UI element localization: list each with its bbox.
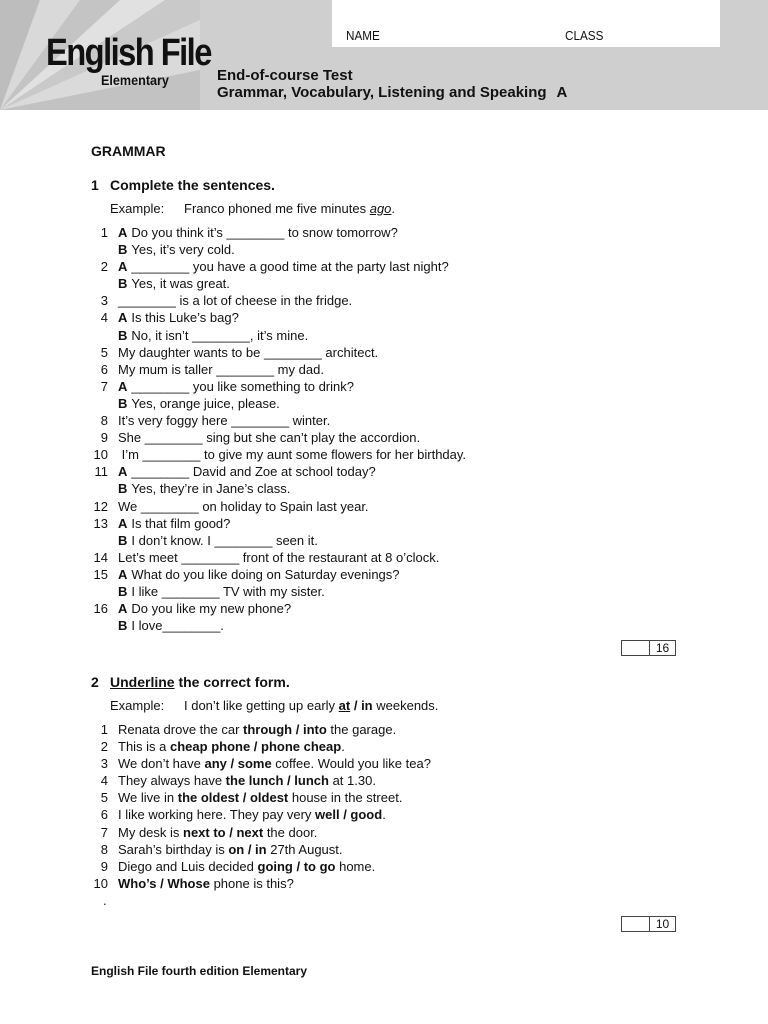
item-number: 6 <box>100 807 108 823</box>
exercise-item <box>91 789 431 806</box>
item-text-after: phone is this? <box>209 875 294 891</box>
stray-mark: . <box>103 893 107 908</box>
item-text-after: coffee. Would you like tea? <box>271 756 431 772</box>
exercise-item <box>91 858 431 875</box>
choice-options[interactable]: through / into <box>243 722 327 737</box>
score-total: 10 <box>655 917 670 931</box>
item-number: 3 <box>100 756 108 772</box>
choice-options[interactable]: well / good <box>315 807 383 823</box>
exercise-number: 2 <box>91 674 99 690</box>
item-text-before: Renata drove the car <box>118 722 244 737</box>
exercise-item <box>91 344 466 361</box>
test-title: End-of-course Test <box>217 67 353 84</box>
exercise-item <box>91 875 431 892</box>
exercise-item <box>91 361 466 378</box>
item-text: Is that film good? <box>131 515 231 531</box>
item-text: Yes, they’re in Jane’s class. <box>131 481 291 497</box>
item-number: 8 <box>100 413 108 429</box>
item-number: 9 <box>100 430 108 446</box>
exercise-2-items <box>91 721 431 892</box>
item-text-before: I like working here. They pay very <box>118 807 316 823</box>
item-text: Yes, orange juice, please. <box>131 395 280 411</box>
item-text-before: We don’t have <box>118 756 205 772</box>
item-number: 7 <box>100 824 108 840</box>
exercise-item <box>91 549 466 566</box>
item-number: 12 <box>93 498 108 514</box>
section-title: GRAMMAR <box>91 143 166 159</box>
item-number: 2 <box>100 259 108 275</box>
score-total: 16 <box>655 641 670 655</box>
example-option: in <box>361 698 373 713</box>
exercise-item <box>91 395 466 412</box>
page-header <box>0 0 768 110</box>
item-number: 3 <box>100 293 108 309</box>
test-subtitle-text: Grammar, Vocabulary, Listening and Speaking <box>217 84 547 101</box>
example-answer: at <box>338 698 351 713</box>
item-number <box>91 241 118 258</box>
item-text: What do you like doing on Saturday evenings? <box>131 566 400 582</box>
item-number: 10 <box>93 447 108 463</box>
item-number <box>91 275 118 292</box>
exercise-title-underlined: Underline <box>110 674 175 690</box>
item-text: Let’s meet ________ front of the restaurant at 8 o’clock. <box>118 549 440 565</box>
item-text: ________ is a lot of cheese in the fridge. <box>118 293 353 309</box>
item-text-after: the garage. <box>326 722 397 737</box>
class-field-label: CLASS <box>565 28 604 43</box>
item-number: 2 <box>100 739 108 755</box>
exercise-item <box>91 617 466 634</box>
item-text: Yes, it’s very cold. <box>131 242 235 258</box>
item-number: 8 <box>100 841 108 857</box>
item-number: 4 <box>100 310 108 326</box>
item-text-after: the door. <box>263 824 318 840</box>
page-footer: English File fourth edition Elementary <box>91 964 308 978</box>
item-number: 7 <box>100 378 108 394</box>
item-text-after: 27th August. <box>266 841 343 857</box>
example-text: Franco phoned me five minutes <box>184 201 370 216</box>
exercise-1-score-box <box>621 640 676 656</box>
exercise-item <box>91 824 431 841</box>
item-text-before: Sarah’s birthday is <box>118 841 229 857</box>
exercise-title-rest: the correct form. <box>174 674 290 690</box>
choice-options[interactable]: going / to go <box>257 858 336 874</box>
item-number: 13 <box>93 515 108 531</box>
exercise-item <box>91 583 466 600</box>
exercise-item <box>91 772 431 789</box>
item-text: I like ________ TV with my sister. <box>131 583 325 599</box>
logo-title: English File <box>46 32 211 74</box>
exercise-2-score-box <box>621 916 676 932</box>
item-number <box>91 617 118 634</box>
example-label: Example: <box>110 698 165 713</box>
item-number <box>91 395 118 412</box>
item-text: Yes, it was great. <box>131 276 230 292</box>
item-text: Do you like my new phone? <box>131 601 292 617</box>
item-number: 1 <box>100 225 108 240</box>
item-text-after: . <box>382 807 386 823</box>
logo-subtitle: Elementary <box>101 72 169 88</box>
exercise-1-heading <box>91 177 275 193</box>
exercise-item <box>91 275 466 292</box>
exercise-2-example <box>110 698 438 713</box>
exercise-item <box>91 566 466 583</box>
speaker-label: A <box>118 515 128 531</box>
item-text: She ________ sing but she can’t play the accordion. <box>118 430 421 446</box>
exercise-item <box>91 429 466 446</box>
item-number: 11 <box>94 464 108 480</box>
item-number: 6 <box>100 361 108 377</box>
exercise-item <box>91 258 466 275</box>
item-number <box>91 480 118 497</box>
item-number <box>91 532 118 549</box>
item-text-after: home. <box>335 858 376 874</box>
choice-options[interactable]: next to / next <box>183 824 264 840</box>
exercise-item <box>91 446 466 463</box>
exercise-item <box>91 463 466 480</box>
choice-options[interactable]: the lunch / lunch <box>225 773 329 789</box>
item-number: 9 <box>100 858 108 874</box>
score-blank[interactable] <box>622 917 650 931</box>
speaker-label: B <box>118 583 128 599</box>
speaker-label: A <box>118 378 128 394</box>
item-text: Do you think it’s ________ to snow tomorrow? <box>131 225 398 240</box>
item-number: 16 <box>93 601 108 617</box>
choice-options[interactable]: cheap phone / phone cheap <box>170 739 342 755</box>
item-text-before: My desk is <box>118 824 184 840</box>
exercise-2-heading <box>91 674 290 690</box>
choice-options[interactable]: the oldest / oldest <box>177 790 289 806</box>
exercise-item <box>91 721 431 738</box>
exercise-item <box>91 841 431 858</box>
exercise-item <box>91 309 466 326</box>
exercise-item <box>91 480 466 497</box>
name-class-box <box>332 0 720 47</box>
item-text-after: at 1.30. <box>328 773 376 789</box>
name-field-label: NAME <box>346 28 380 43</box>
choice-options[interactable]: Who’s / Whose <box>118 875 210 891</box>
item-text-before: They always have <box>118 773 226 789</box>
item-number: 15 <box>93 566 108 582</box>
item-text-before: We live in <box>118 790 178 806</box>
item-number <box>91 327 118 344</box>
example-end: weekends. <box>372 698 439 713</box>
item-text: Is this Luke’s bag? <box>131 310 239 326</box>
example-separator: / <box>350 698 362 713</box>
exercise-item <box>91 755 431 772</box>
item-text: It’s very foggy here ________ winter. <box>118 413 331 429</box>
speaker-label: B <box>118 395 128 411</box>
exercise-item <box>91 532 466 549</box>
speaker-label: A <box>118 310 128 326</box>
example-label: Example: <box>110 201 165 216</box>
item-number: 14 <box>93 549 108 565</box>
item-text-after: house in the street. <box>288 790 403 806</box>
item-number: 10 <box>93 875 108 891</box>
exercise-item <box>91 378 466 395</box>
example-end: . <box>391 201 396 216</box>
exercise-title: Complete the sentences. <box>110 177 275 193</box>
speaker-label: A <box>118 464 128 480</box>
exercise-item <box>91 292 466 309</box>
choice-options[interactable]: any / some <box>204 756 272 772</box>
speaker-label: A <box>118 225 128 240</box>
item-text: No, it isn’t ________, it’s mine. <box>131 327 309 343</box>
exercise-item <box>91 412 466 429</box>
exercise-1-items <box>91 224 466 634</box>
item-number: 1 <box>100 722 108 737</box>
speaker-label: A <box>118 259 128 275</box>
item-number: 5 <box>100 344 108 360</box>
item-text: I love________. <box>131 618 224 634</box>
test-version: A <box>556 84 568 101</box>
exercise-item <box>91 806 431 823</box>
example-answer: ago <box>369 201 392 216</box>
speaker-label: B <box>118 242 128 258</box>
exercise-item <box>91 600 466 617</box>
speaker-label: B <box>118 327 128 343</box>
item-text: ________ David and Zoe at school today? <box>131 464 376 480</box>
item-text-before: Diego and Luis decided <box>118 858 258 874</box>
item-text: ________ you like something to drink? <box>131 378 354 394</box>
item-text: ________ you have a good time at the party last night? <box>131 259 449 275</box>
exercise-item <box>91 515 466 532</box>
speaker-label: B <box>118 481 128 497</box>
exercise-item <box>91 738 431 755</box>
score-blank[interactable] <box>622 641 650 655</box>
exercise-number: 1 <box>91 177 99 193</box>
item-text: We ________ on holiday to Spain last year. <box>118 498 369 514</box>
exercise-item <box>91 327 466 344</box>
item-text-after: . <box>341 739 345 755</box>
item-text: I don’t know. I ________ seen it. <box>131 532 318 548</box>
item-number <box>91 583 118 600</box>
exercise-item <box>91 224 466 241</box>
speaker-label: B <box>118 276 128 292</box>
exercise-1-example <box>110 201 395 216</box>
speaker-label: B <box>118 618 128 634</box>
example-text: I don’t like getting up early <box>184 698 339 713</box>
speaker-label: B <box>118 532 128 548</box>
choice-options[interactable]: on / in <box>228 841 267 857</box>
item-text: I’m ________ to give my aunt some flowers for her birthday. <box>118 447 467 463</box>
speaker-label: A <box>118 601 128 617</box>
speaker-label: A <box>118 566 128 582</box>
item-text: My daughter wants to be ________ architect. <box>118 344 379 360</box>
test-subtitle <box>217 84 567 101</box>
exercise-item <box>91 498 466 515</box>
exercise-item <box>91 241 466 258</box>
item-number: 5 <box>100 790 108 806</box>
item-text-before: This is a <box>118 739 171 755</box>
item-number: 4 <box>100 773 108 789</box>
item-text: My mum is taller ________ my dad. <box>118 361 324 377</box>
